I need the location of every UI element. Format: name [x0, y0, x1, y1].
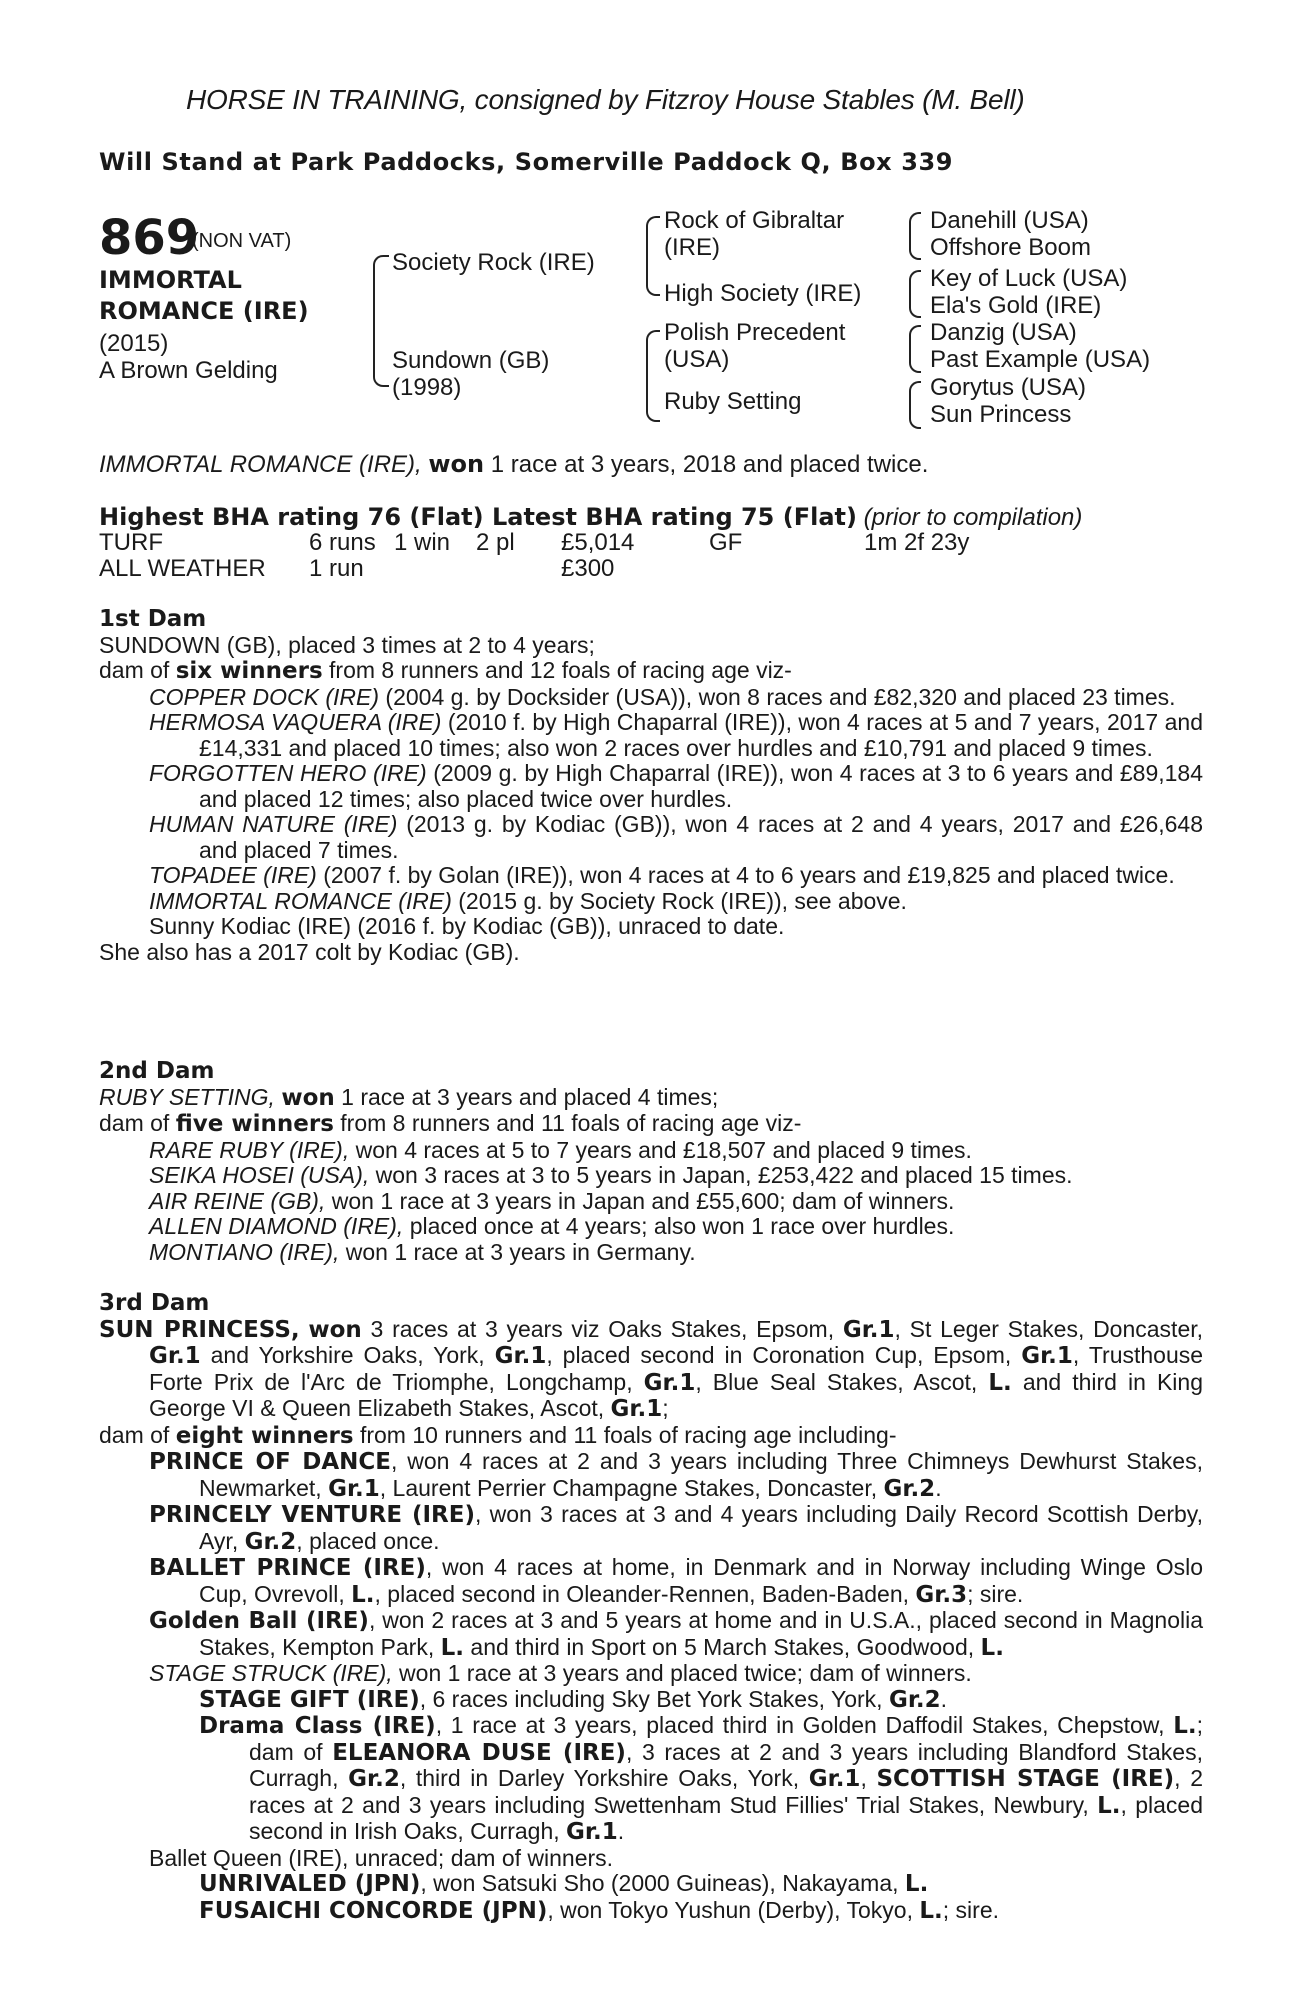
horse-name-line2: ROMANCE (IRE) — [99, 297, 309, 325]
pedigree-sire-sire-country: (IRE) — [664, 234, 720, 261]
progeny-entry: BALLET PRINCE (IRE), won 4 races at home, in Denmark and in Norway including Winge Oslo Cup, Ovrevoll, L., placed second in Oleander-Rennen, Baden-Baden, Gr.3; sire. — [149, 1554, 1203, 1608]
pedigree-dam-dam: Ruby Setting — [664, 388, 802, 415]
pedigree-ssd: Offshore Boom — [930, 234, 1091, 261]
progeny-entry: PRINCE OF DANCE, won 4 races at 2 and 3 years including Three Chimneys Dewhurst Stakes, Newmarket, Gr.1, Laurent Perrier Champagne Stakes, Doncaster, Gr.2. — [149, 1448, 1203, 1502]
first-dam-section: 1st Dam SUNDOWN (GB), placed 3 times at 2 to 4 years; dam of six winners from 8 runners and 12 foals of racing age viz- COPPER DOCK (IRE) (2004 g. by Docksider (USA)), won 8 races and £82,320 and placed 23 times. HERMOSA VAQUERA (IRE) (2010 f. by High Chaparral (IRE)), won 4 races at 5 and 7 years, 2017 and £14,331 and placed 10 times; also won 2 races over hurdles and £10,791 and placed 9 times. FORGOTTEN HERO (IRE) (2009 g. by High Chaparral (IRE)), won 4 races at 3 to 6 years and £89,184 and placed 12 times; also placed twice over hurdles. HUMAN NATURE (IRE) (2013 g. by Kodiac (GB)), won 4 races at 2 and 4 years, 2017 and £26,648 and placed 7 times. TOPADEE (IRE) (2007 f. by Golan (IRE)), won 4 races at 4 to 6 years and £19,825 and placed twice. IMMORTAL ROMANCE (IRE) (2015 g. by Society Rock (IRE)), see above. Sunny Kodiac (IRE) (2016 f. by Kodiac (GB)), unraced to date. She also has a 2017 colt by Kodiac (GB). — [99, 606, 1204, 965]
pedigree-sds: Key of Luck (USA) — [930, 265, 1128, 292]
catalogue-header: HORSE IN TRAINING, consigned by Fitzroy House Stables (M. Bell) — [186, 84, 1025, 115]
brace-gen3-4 — [909, 381, 921, 429]
pedigree-dam-year: (1998) — [392, 374, 462, 401]
progeny-entry: TOPADEE (IRE) (2007 f. by Golan (IRE)), won 4 races at 4 to 6 years and £19,825 and placed twice. — [149, 862, 1175, 888]
brace-gen2-dam — [646, 330, 660, 422]
progeny-entry: Sunny Kodiac (IRE) (2016 f. by Kodiac (GB)), unraced to date. — [149, 913, 785, 939]
progeny-entry: AIR REINE (GB), won 1 race at 3 years in Japan and £55,600; dam of winners. — [149, 1187, 955, 1214]
vat-status: (NON VAT) — [192, 230, 292, 252]
grandprogeny-entry: STAGE GIFT (IRE), 6 races including Sky Bet York Stakes, York, Gr.2. — [199, 1685, 948, 1713]
pedigree-dsd: Past Example (USA) — [930, 346, 1151, 373]
section-heading: 1st Dam — [99, 606, 207, 632]
pedigree-sire-dam: High Society (IRE) — [664, 280, 862, 307]
progeny-entry: COPPER DOCK (IRE) (2004 g. by Docksider (USA)), won 8 races and £82,320 and placed 23 times. — [149, 683, 1176, 710]
pedigree-sire-sire: Rock of Gibraltar — [664, 207, 845, 234]
grandprogeny-entry: FUSAICHI CONCORDE (JPN), won Tokyo Yushun (Derby), Tokyo, L.; sire. — [199, 1896, 1000, 1924]
bha-ratings: Highest BHA rating 76 (Flat) Latest BHA rating 75 (Flat) (prior to compilation) — [99, 503, 1083, 531]
pedigree-dam-sire: Polish Precedent — [664, 319, 846, 346]
horse-name-line1: IMMORTAL — [99, 266, 242, 294]
pedigree-sdd: Ela's Gold (IRE) — [930, 292, 1102, 319]
pedigree-ddd: Sun Princess — [930, 401, 1072, 428]
progeny-entry: HUMAN NATURE (IRE) (2013 g. by Kodiac (GB)), won 4 races at 2 and 4 years, 2017 and £26,648 and placed 7 times. — [149, 811, 1204, 863]
progeny-entry: ALLEN DIAMOND (IRE), placed once at 4 years; also won 1 race over hurdles. — [149, 1213, 955, 1239]
brace-gen2-sire — [646, 216, 660, 296]
brace-gen3-3 — [909, 325, 921, 373]
progeny-entry: STAGE STRUCK (IRE), won 1 race at 3 years and placed twice; dam of winners. — [149, 1660, 972, 1686]
progeny-note: She also has a 2017 colt by Kodiac (GB). — [99, 938, 520, 965]
progeny-entry: SEIKA HOSEI (USA), won 3 races at 3 to 5 years in Japan, £253,422 and placed 15 times. — [149, 1162, 1073, 1188]
pedigree-dds: Gorytus (USA) — [930, 374, 1087, 401]
brace-gen1 — [373, 255, 389, 387]
second-dam-section: 2nd Dam RUBY SETTING, won 1 race at 3 years and placed 4 times; dam of five winners from 8 runners and 11 foals of racing age viz- RARE RUBY (IRE), won 4 races at 5 to 7 years and £18,507 and placed 9 times. SEIKA HOSEI (USA), won 3 races at 3 to 5 years in Japan, £253,422 and placed 15 times. AIR REINE (GB), won 1 race at 3 years in Japan and £55,600; dam of winners. ALLEN DIAMOND (IRE), placed once at 4 years; also won 1 race over hurdles. MONTIANO (IRE), won 1 race at 3 years in Germany. — [99, 1059, 1203, 1265]
section-heading: 3rd Dam — [99, 1290, 210, 1316]
pedigree-dss: Danzig (USA) — [930, 319, 1077, 346]
stabling-location: Will Stand at Park Paddocks, Somerville Paddock Q, Box 339 — [99, 148, 954, 176]
horse-description: A Brown Gelding — [99, 357, 278, 384]
progeny-entry: HERMOSA VAQUERA (IRE) (2010 f. by High Chaparral (IRE)), won 4 races at 5 and 7 years, 2017 and £14,331 and placed 10 times; also won 2 races over hurdles and £10,791 and placed 9 times. — [149, 709, 1204, 761]
progeny-entry: MONTIANO (IRE), won 1 race at 3 years in Germany. — [149, 1238, 696, 1265]
third-dam-section: 3rd Dam SUN PRINCESS, won 3 races at 3 years viz Oaks Stakes, Epsom, Gr.1, St Leger Stakes, Doncaster, Gr.1 and Yorkshire Oaks, York, Gr.1, placed second in Coronation Cup, Epsom, Gr.1, Trusthouse Forte Prix de l'Arc de Triomphe, Longchamp, Gr.1, Blue Seal Stakes, Ascot, L. and third in King George VI & Queen Elizabeth Stakes, Ascot, Gr.1; dam of eight winners from 10 runners and 11 foals of racing age including- PRINCE OF DANCE, won 4 races at 2 and 3 years including Three Chimneys Dewhurst Stakes, Newmarket, Gr.1, Laurent Perrier Champagne Stakes, Doncaster, Gr.2. PRINCELY VENTURE (IRE), won 3 races at 3 and 4 years including Daily Record Scottish Derby, Ayr, Gr.2, placed once. BALLET PRINCE (IRE), won 4 races at home, in Denmark and in Norway including Winge Oslo Cup, Ovrevoll, L., placed second in Oleander-Rennen, Baden-Baden, Gr.3; sire. Golden Ball (IRE), won 2 races at 3 and 5 years at home and in U.S.A., placed second in Magnolia Stakes, Kempton Park, L. and third in Sport on 5 March Stakes, Goodwood, L. STAGE STRUCK (IRE), won 1 race at 3 years and placed twice; dam of winners. STAGE GIFT (IRE), 6 races including Sky Bet York Stakes, York, Gr.2. Drama Class (IRE), 1 race at 3 years, placed third in Golden Daffodil Stakes, Chepstow, L.; dam of ELEANORA DUSE (IRE), 3 races at 2 and 3 years including Blandford Stakes, Curragh, Gr.2, third in Darley Yorkshire Oaks, York, Gr.1, SCOTTISH STAGE (IRE), 2 races at 2 and 3 years including Swettenham Stud Fillies' Trial Stakes, Newbury, L., placed second in Irish Oaks, Curragh, Gr.1. Ballet Queen (IRE), unraced; dam of winners. UNRIVALED (JPN), won Satsuki Sho (2000 Guineas), Nakayama, L. FUSAICHI CONCORDE (JPN), won Tokyo Yushun (Derby), Tokyo, L.; sire. — [99, 1290, 1204, 1924]
pedigree-dam: Sundown (GB) — [392, 347, 550, 374]
progeny-entry: Golden Ball (IRE), won 2 races at 3 and 5 years at home and in U.S.A., placed second in Magnolia Stakes, Kempton Park, L. and third in Sport on 5 March Stakes, Goodwood, L. — [149, 1607, 1204, 1661]
grandprogeny-entry: UNRIVALED (JPN), won Satsuki Sho (2000 Guineas), Nakayama, L. — [199, 1870, 929, 1897]
brace-gen3-1 — [909, 212, 921, 260]
progeny-entry: FORGOTTEN HERO (IRE) (2009 g. by High Chaparral (IRE)), won 4 races at 3 to 6 years and £89,184 and placed 12 times; also placed twice over hurdles. — [149, 760, 1203, 812]
progeny-entry: Ballet Queen (IRE), unraced; dam of winners. — [149, 1844, 614, 1871]
pedigree-dam-sire-country: (USA) — [664, 346, 730, 373]
brace-gen3-2 — [909, 270, 921, 318]
pedigree-sire: Society Rock (IRE) — [392, 249, 595, 276]
pedigree-sss: Danehill (USA) — [930, 207, 1089, 234]
race-summary: IMMORTAL ROMANCE (IRE), won 1 race at 3 years, 2018 and placed twice. — [99, 450, 929, 478]
progeny-entry: RARE RUBY (IRE), won 4 races at 5 to 7 years and £18,507 and placed 9 times. — [149, 1136, 972, 1163]
progeny-entry: IMMORTAL ROMANCE (IRE) (2015 g. by Society Rock (IRE)), see above. — [149, 887, 907, 914]
lot-number: 869 — [99, 210, 200, 266]
grandprogeny-entry: Drama Class (IRE), 1 race at 3 years, placed third in Golden Daffodil Stakes, Chepstow, L.; dam of ELEANORA DUSE (IRE), 3 races at 2 and 3 years including Blandford Stakes, Curragh, Gr.2, third in Darley Yorkshire Oaks, York, Gr.1, SCOTTISH STAGE (IRE), 2 races at 2 and 3 years including Swettenham Stud Fillies' Trial Stakes, Newbury, L., placed second in Irish Oaks, Curragh, Gr.1. — [199, 1712, 1204, 1845]
section-heading: 2nd Dam — [99, 1058, 215, 1084]
foaling-year: (2015) — [99, 330, 169, 357]
progeny-entry: PRINCELY VENTURE (IRE), won 3 races at 3 and 4 years including Daily Record Scottish Derby, Ayr, Gr.2, placed once. — [149, 1501, 1203, 1555]
